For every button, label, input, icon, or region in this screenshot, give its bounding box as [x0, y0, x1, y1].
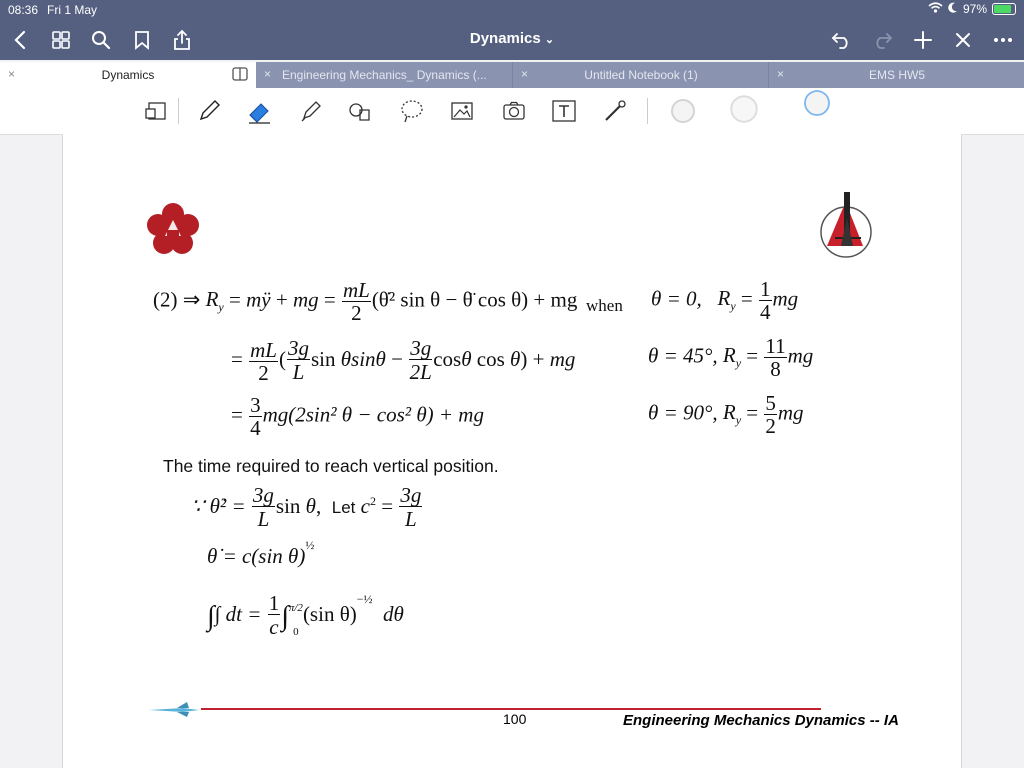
integral-exponent: −½ — [356, 591, 373, 606]
color-swatch-3-selected[interactable] — [802, 89, 832, 117]
equation-tail: mg(2sin² θ − cos² θ) + mg — [262, 402, 484, 427]
tab-close-icon[interactable]: × — [521, 67, 529, 81]
battery-percent: 97% — [962, 2, 987, 16]
ellipsis-icon — [993, 37, 1013, 43]
fraction-denominator: L — [292, 360, 305, 384]
tool-palette — [0, 88, 1024, 135]
integral-lower-limit: 0 — [293, 626, 299, 638]
zoom-window-icon — [144, 101, 168, 121]
split-view-icon[interactable] — [232, 67, 248, 84]
navigation-bar — [0, 20, 1024, 60]
text-box-icon — [551, 99, 577, 123]
close-icon — [954, 31, 972, 49]
fraction-numerator: mL — [342, 278, 370, 302]
zoom-window-tool[interactable] — [141, 97, 171, 125]
fraction-numerator: 3g — [252, 483, 274, 507]
equation-theta-dot: θ̇ = c(sin θ)$^{\frac{1}{2}}$ — [207, 538, 315, 568]
lasso-icon — [399, 98, 425, 124]
lasso-tool[interactable] — [397, 97, 427, 125]
equation-body: θ̇ = c(sin θ) — [207, 544, 306, 568]
tab-dynamics[interactable] — [0, 62, 256, 88]
add-page-button[interactable] — [911, 28, 935, 52]
case-denominator: 4 — [760, 300, 771, 324]
fraction-numerator: 1 — [268, 591, 280, 615]
tab-engineering-mechanics[interactable] — [256, 62, 512, 88]
fraction-numerator: 3g — [410, 336, 432, 360]
tab-label: Engineering Mechanics_ Dynamics (... — [282, 68, 487, 82]
tab-label: EMS HW5 — [868, 68, 925, 82]
highlighter-tool[interactable] — [296, 97, 326, 125]
tab-close-icon[interactable]: × — [777, 67, 785, 81]
status-time: 08:36 — [8, 3, 39, 17]
integral-differential: dθ — [383, 601, 404, 626]
case-theta-90: θ = 90°, $R_y$ = $\frac{5}{2}$ mg — [648, 391, 804, 438]
chevron-down-icon: ⌄ — [544, 34, 555, 46]
fraction-denominator: c — [269, 615, 279, 639]
tab-untitled-notebook[interactable] — [512, 62, 769, 88]
equation-tail: (θ̇² sin θ − θ̈ cos θ) + mg — [371, 287, 578, 312]
equation-ry-line-3: = $\frac{3}{4}$ mg(2sin² θ − cos² θ) + mg — [231, 393, 484, 440]
tab-bar — [0, 62, 1024, 88]
equation-lhs: ∵ θ̇² = — [191, 493, 246, 518]
pen-icon — [196, 98, 222, 124]
wifi-icon — [928, 2, 943, 16]
equation-theta-dot-squared: ∵ θ̇² = $\frac{3g}{L}\sin$ θ, Let $c^2$ = $\frac{3g}{L}$ — [191, 483, 422, 531]
equation-prefix: (2) ⇒ — [153, 287, 206, 312]
tab-close-icon[interactable]: × — [8, 67, 16, 81]
status-bar — [0, 0, 1024, 20]
more-button[interactable] — [991, 28, 1015, 52]
notebook-page[interactable] — [62, 134, 962, 768]
section-subtitle: The time required to reach vertical position. — [163, 456, 499, 476]
page-number: 100 — [503, 711, 527, 727]
fraction-numerator: 3g — [287, 336, 309, 360]
integral-lhs: ∫ dt = — [214, 601, 262, 626]
integral-upper-limit: π/2 — [288, 602, 303, 614]
pen-tool[interactable] — [194, 97, 224, 125]
laser-pointer-icon — [602, 98, 628, 124]
laser-pointer-tool[interactable] — [600, 97, 630, 125]
when-text: when — [586, 296, 623, 315]
department-logo — [817, 188, 875, 265]
undo-button[interactable] — [830, 28, 854, 52]
fraction-mL-over-2 — [342, 279, 371, 324]
university-logo — [145, 202, 201, 263]
integral-body: (sin θ) — [302, 601, 357, 626]
case-condition: θ = 45°, — [648, 343, 718, 368]
moon-icon — [948, 2, 958, 16]
jet-icon — [147, 702, 203, 723]
equation-integral: ∫∫ dt = $\frac{1}{c}\int$ π/2 0 (sin θ)$^{-\frac{1}{2}}$ dθ — [207, 591, 404, 639]
toolbar-divider — [178, 98, 179, 124]
case-theta-45: θ = 45°, $R_y$ = $\frac{11}{8}$ mg — [648, 334, 814, 381]
highlighter-icon — [298, 98, 324, 124]
eraser-icon — [246, 98, 274, 124]
case-condition: θ = 90°, — [648, 400, 718, 425]
eraser-tool[interactable] — [245, 97, 275, 125]
camera-tool[interactable] — [499, 97, 529, 125]
camera-icon — [502, 100, 526, 122]
tab-close-icon[interactable]: × — [264, 67, 272, 81]
document-title: Dynamics — [469, 30, 541, 47]
redo-button[interactable] — [870, 28, 894, 52]
fraction-numerator: 3 — [250, 393, 261, 417]
fraction-denominator: 2 — [258, 360, 269, 385]
equation-ry-line-1: (2) ⇒ $R_y$ = mÿ + mg = $\frac{mL}{2}$ (θ̇² sin θ − θ̈ cos θ) + mg — [153, 278, 578, 325]
image-tool[interactable] — [447, 97, 477, 125]
fraction-denominator: 2L — [409, 360, 432, 384]
footer-rule — [201, 708, 821, 710]
case-condition: θ = 0, — [651, 286, 702, 311]
case-denominator: 8 — [770, 357, 781, 381]
equation-ry-line-2: = $\frac{mL}{2}$ ( $\frac{3g}{L}\sin$ θsinθ − $\frac{3g}{2L}\cos\theta$ cos θ) + mg — [231, 336, 576, 385]
color-swatch-2[interactable] — [729, 97, 759, 125]
shape-tool[interactable] — [345, 97, 375, 125]
case-numerator: 11 — [765, 334, 786, 358]
when-label — [586, 292, 623, 317]
case-denominator: 2 — [765, 414, 776, 438]
tab-label: Dynamics — [101, 68, 155, 82]
fraction-denominator: L — [404, 507, 417, 531]
redo-icon — [871, 30, 893, 50]
text-tool[interactable] — [549, 97, 579, 125]
let-label: Let — [331, 497, 356, 517]
fraction-numerator: mL — [250, 337, 277, 362]
fraction-denominator: 2 — [351, 301, 362, 325]
case-numerator: 5 — [765, 391, 776, 415]
battery-icon — [992, 3, 1016, 15]
fraction-denominator: L — [257, 507, 270, 531]
case-theta-0: θ = 0, $R_y$ = $\frac{1}{4}$ mg — [651, 277, 799, 324]
shapes-icon — [347, 98, 373, 124]
status-date: Fri 1 May — [47, 3, 98, 17]
close-button[interactable] — [951, 28, 975, 52]
color-swatch-1[interactable] — [668, 97, 698, 125]
case-numerator: 1 — [760, 277, 771, 301]
plus-icon — [913, 30, 933, 50]
undo-icon — [831, 30, 853, 50]
image-icon — [450, 100, 474, 122]
fraction-numerator: 3g — [400, 483, 422, 507]
fraction-denominator: 4 — [250, 416, 261, 440]
footer-course-title: Engineering Mechanics Dynamics -- IA — [623, 712, 899, 729]
toolbar-divider — [647, 98, 648, 124]
tab-label: Untitled Notebook (1) — [584, 68, 698, 82]
